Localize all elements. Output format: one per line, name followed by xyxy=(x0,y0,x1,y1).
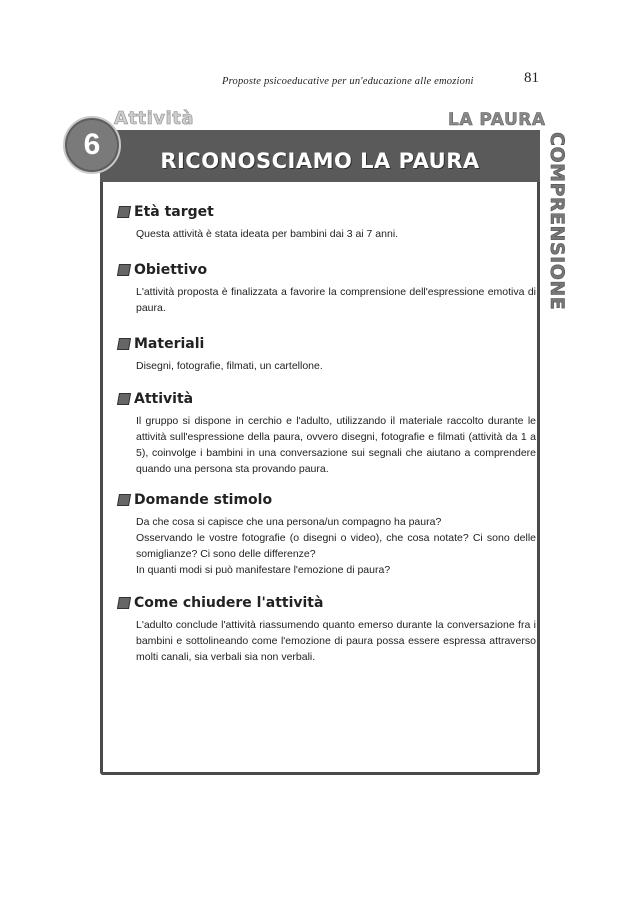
card-title: RICONOSCIAMO LA PAURA xyxy=(160,149,480,173)
square-bullet-icon xyxy=(117,393,131,405)
question-line: In quanti modi si può manifestare l'emozione di paura? xyxy=(136,564,391,576)
question-line: Da che cosa si capisce che una persona/un compagno ha paura? xyxy=(136,516,442,528)
activity-number: 6 xyxy=(83,128,101,161)
section-title: Attività xyxy=(134,391,194,407)
section-activity xyxy=(118,391,536,477)
section-objective xyxy=(118,262,536,316)
section-title: Età target xyxy=(134,204,214,220)
running-head: Proposte psicoeducative per un'educazione alle emozioni xyxy=(222,76,474,87)
activity-label: Attività xyxy=(114,108,194,129)
section-text: Questa attività è stata ideata per bambini dai 3 ai 7 anni. xyxy=(136,228,399,240)
category-tab xyxy=(540,132,574,311)
section-text: L'attività proposta è finalizzata a favorire la comprensione dell'espressione emotiva di paura. xyxy=(136,286,536,314)
section-text: Disegni, fotografie, filmati, un cartellone. xyxy=(136,360,323,372)
section-title: Come chiudere l'attività xyxy=(134,595,324,611)
square-bullet-icon xyxy=(117,264,131,276)
activity-number-badge xyxy=(63,116,121,174)
square-bullet-icon xyxy=(117,597,131,609)
section-target-age xyxy=(118,204,528,242)
card-header xyxy=(100,130,540,182)
section-closing xyxy=(118,595,536,665)
section-text: L'adulto conclude l'attività riassumendo quanto emerso durante la conversazione fra i bambini e sottolineando come l'emozione di paura possa essere espressa attraverso molti canali, sia verbali sia non verbali. xyxy=(136,619,536,663)
section-title: Materiali xyxy=(134,336,205,352)
square-bullet-icon xyxy=(117,206,131,218)
topic-label: LA PAURA xyxy=(448,110,546,130)
section-materials xyxy=(118,336,528,374)
square-bullet-icon xyxy=(117,494,131,506)
square-bullet-icon xyxy=(117,338,131,350)
section-text: Il gruppo si dispone in cerchio e l'adulto, utilizzando il materiale raccolto durante le attività sull'espressione della paura, ovvero disegni, fotografie e filmati (attività da 1 a 5), coinvolge i bambini in una conversazione sui segnali che aiutano a comprendere quando una persona sta provando paura. xyxy=(136,415,536,475)
section-title: Domande stimolo xyxy=(134,492,273,508)
section-prompt-questions xyxy=(118,492,536,578)
question-line: Osservando le vostre fotografie (o disegni o video), che cosa notate? Ci sono delle somiglianze? Ci sono delle differenze? xyxy=(136,532,536,560)
page-number: 81 xyxy=(524,70,539,86)
section-title: Obiettivo xyxy=(134,262,208,278)
category-label: COMPRENSIONE xyxy=(546,132,568,311)
